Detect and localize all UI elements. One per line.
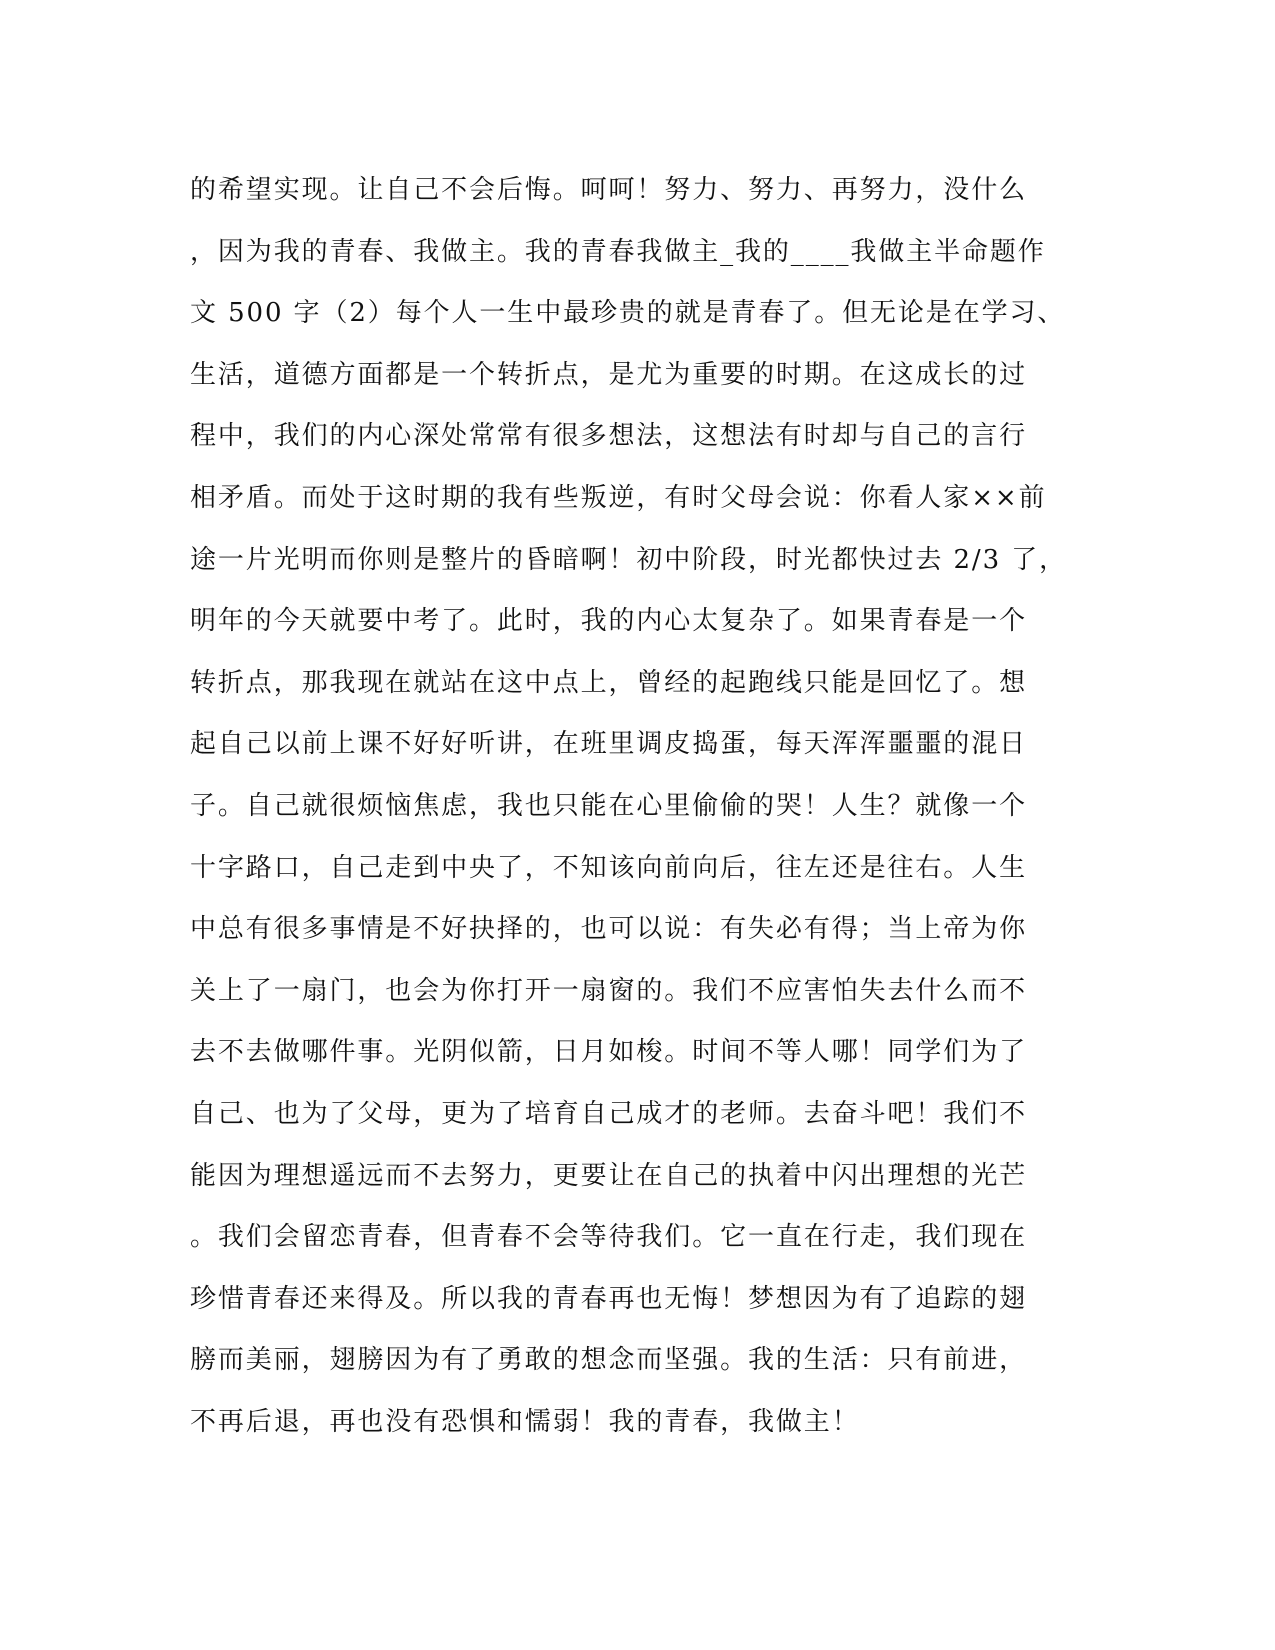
text-line: 相矛盾。而处于这时期的我有些叛逆，有时父母会说：你看人家××前 <box>190 482 1047 513</box>
text-line: 。我们会留恋青春，但青春不会等待我们。它一直在行走，我们现在 <box>190 1222 1028 1253</box>
essay-body <box>190 160 1090 1453</box>
text-line: 膀而美丽，翅膀因为有了勇敢的想念而坚强。我的生活：只有前进， <box>190 1345 1028 1376</box>
text-line: 不再后退，再也没有恐惧和懦弱！我的青春，我做主！ <box>190 1406 860 1437</box>
text-line: ，因为我的青春、我做主。我的青春我做主_我的____我做主半命题作 <box>190 236 1046 267</box>
text-line: 途一片光明而你则是整片的昏暗啊！初中阶段，时光都快过去 2/3 了， <box>190 544 1067 575</box>
text-line: 能因为理想遥远而不去努力，更要让在自己的执着中闪出理想的光芒 <box>190 1160 1028 1191</box>
text-line: 十字路口，自己走到中央了，不知该向前向后，往左还是往右。人生 <box>190 852 1028 883</box>
text-line: 转折点，那我现在就站在这中点上，曾经的起跑线只能是回忆了。想 <box>190 667 1028 698</box>
text-line: 明年的今天就要中考了。此时，我的内心太复杂了。如果青春是一个 <box>190 606 1028 637</box>
text-line: 去不去做哪件事。光阴似箭，日月如梭。时间不等人哪！同学们为了 <box>190 1037 1028 1068</box>
text-line: 自己、也为了父母，更为了培育自己成才的老师。去奋斗吧！我们不 <box>190 1098 1028 1129</box>
text-line: 文 500 字（2）每个人一生中最珍贵的就是青春了。但无论是在学习、 <box>190 298 1066 329</box>
text-line: 子。自己就很烦恼焦虑，我也只能在心里偷偷的哭！人生？就像一个 <box>190 790 1028 821</box>
text-line: 生活，道德方面都是一个转折点，是尤为重要的时期。在这成长的过 <box>190 359 1028 390</box>
text-line: 珍惜青春还来得及。所以我的青春再也无悔！梦想因为有了追踪的翅 <box>190 1283 1028 1314</box>
text-line: 关上了一扇门，也会为你打开一扇窗的。我们不应害怕失去什么而不 <box>190 975 1028 1006</box>
text-line: 程中，我们的内心深处常常有很多想法，这想法有时却与自己的言行 <box>190 421 1028 452</box>
text-line: 中总有很多事情是不好抉择的，也可以说：有失必有得；当上帝为你 <box>190 914 1028 945</box>
text-line: 的希望实现。让自己不会后悔。呵呵！努力、努力、再努力，没什么 <box>190 175 1028 205</box>
text-line: 起自己以前上课不好好听讲，在班里调皮捣蛋，每天浑浑噩噩的混日 <box>190 729 1028 760</box>
